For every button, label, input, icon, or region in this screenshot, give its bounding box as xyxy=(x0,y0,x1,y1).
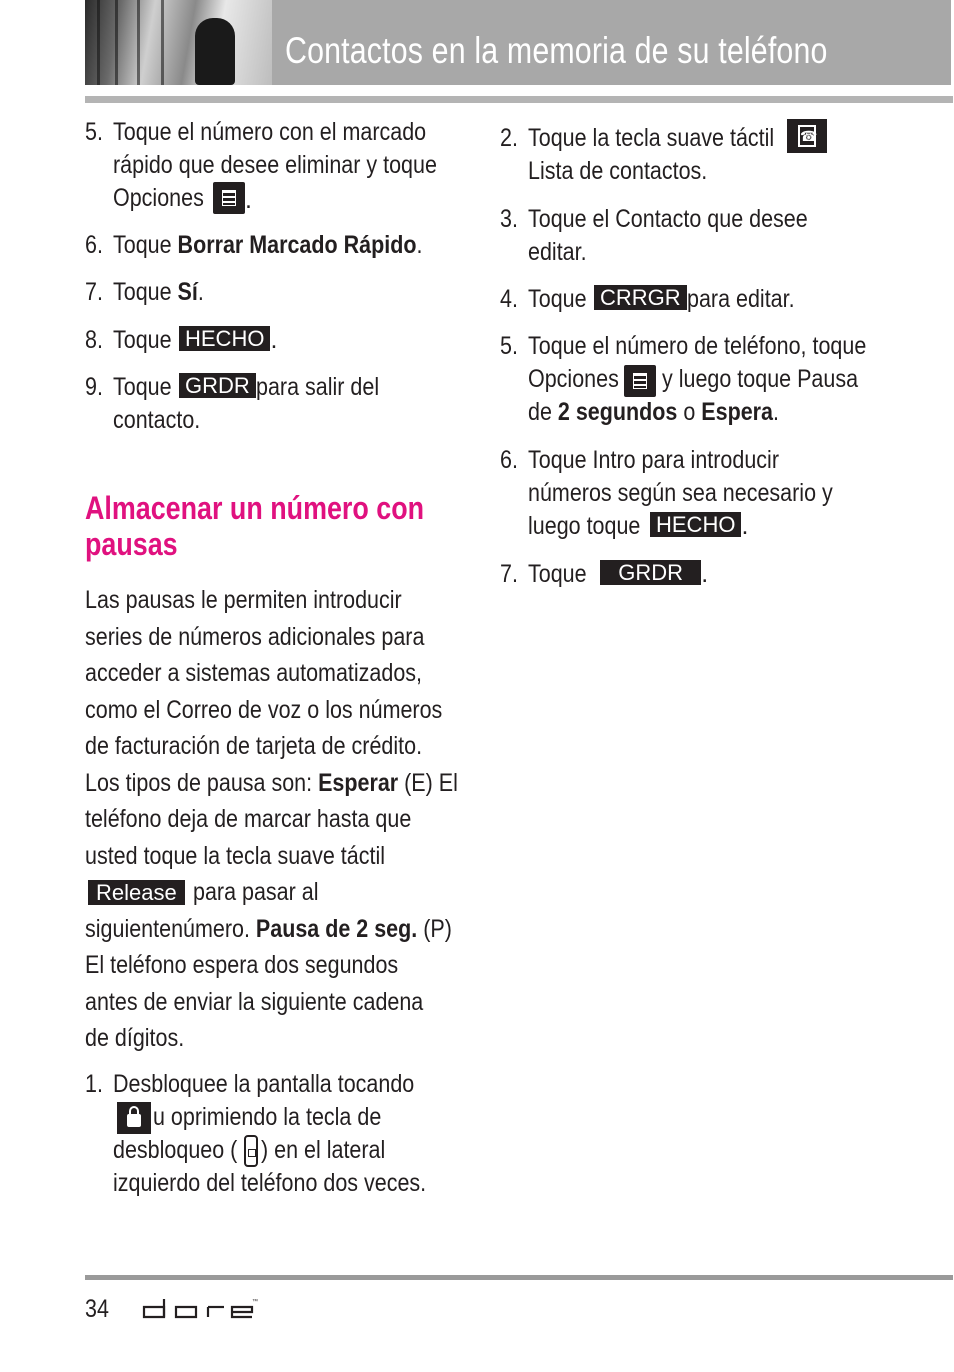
header-photo xyxy=(85,0,272,85)
menu-options-icon xyxy=(213,182,245,214)
grdr-softkey: GRDR xyxy=(179,373,256,398)
crrgr-softkey: CRRGR xyxy=(594,285,687,310)
hecho-softkey: HECHO xyxy=(179,326,270,351)
grdr-softkey: GRDR xyxy=(600,560,701,585)
page-number: 34 xyxy=(85,1295,109,1323)
top-divider xyxy=(85,96,953,103)
menu-options-icon xyxy=(624,365,656,397)
svg-text:™: ™ xyxy=(252,1299,258,1305)
bottom-divider xyxy=(85,1275,953,1280)
section-title: Almacenar un número con pausas xyxy=(85,490,425,562)
pause-description: Las pausas le permiten introducir series de números adicionales para acceder a sistemas automatizados, como el Correo de voz o los números de facturación de tarjeta de crédito. Los tipos de pausa son: Esperar (E) El teléfono deja de marcar hasta que usted toque la tecla suave táctil Release para pasar al siguientenúmero. Pausa de 2 seg. (P) El teléfono espera dos segundos antes de enviar la siguiente cadena de dígitos. xyxy=(85,586,458,1052)
release-softkey: Release xyxy=(88,880,185,905)
page-title: Contactos en la memoria de su teléfono xyxy=(285,30,828,71)
page-header xyxy=(85,0,951,85)
dare-logo xyxy=(142,1295,258,1326)
unlock-key-icon xyxy=(244,1135,258,1167)
lock-icon xyxy=(117,1102,151,1134)
hecho-softkey: HECHO xyxy=(650,512,741,537)
contacts-list-icon: ☎ xyxy=(787,119,827,153)
